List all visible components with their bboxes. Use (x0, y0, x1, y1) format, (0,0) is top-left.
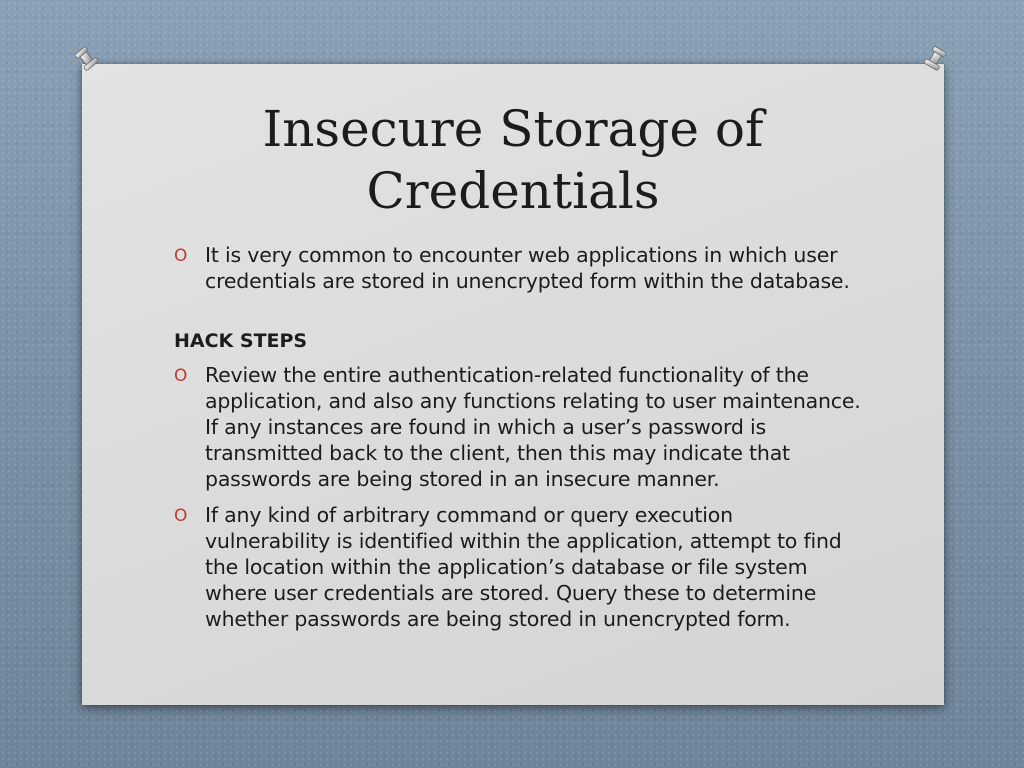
step-bullet-2-text: If any kind of arbitrary command or query execution vulnerability is identified within the application, attempt to find the location within the application’s database or file system where user credentials are stored. Query these to determine whether passwords are being stored in unencrypted form. (205, 503, 842, 631)
step-bullet-1-text: Review the entire authentication-related functionality of the application, and also any functions relating to user maintenance. If any instances are found in which a user’s password is transmitted back to the client, then this may indicate that passwords are being stored in an insecure manner. (205, 363, 861, 491)
section-heading: HACK STEPS (174, 330, 308, 352)
step-bullet-2 (172, 502, 862, 632)
bullet-marker-icon: O (174, 366, 188, 386)
step-bullet-1 (172, 362, 862, 492)
slide-title-line-1: Insecure Storage of (262, 100, 764, 158)
intro-bullet-text: It is very common to encounter web applications in which user credentials are stored in unencrypted form within the database. (205, 243, 850, 293)
slide-title-line-2: Credentials (366, 162, 660, 220)
intro-bullet (172, 242, 862, 294)
slide-title (82, 98, 944, 222)
bullet-marker-icon: O (174, 246, 188, 266)
bullet-marker-icon: O (174, 506, 188, 526)
slide-content (172, 242, 862, 632)
pushpin-icon (72, 44, 102, 74)
pushpin-icon (920, 44, 950, 74)
